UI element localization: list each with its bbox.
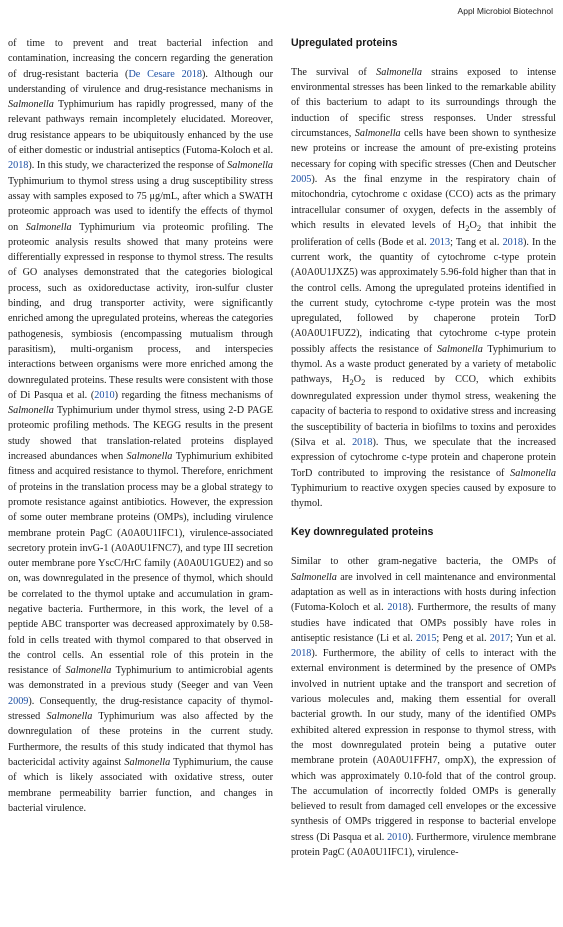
italic-term: Salmonella xyxy=(291,571,337,583)
italic-term: Salmonella xyxy=(8,99,54,111)
citation-link[interactable]: 2018 xyxy=(352,436,373,448)
right-column xyxy=(291,36,556,860)
section-heading-downregulated: Key downregulated proteins xyxy=(291,526,434,539)
running-head: Appl Microbiol Biotechnol xyxy=(457,6,553,16)
citation-link[interactable]: 2010 xyxy=(94,389,115,401)
subscript: 2 xyxy=(476,222,482,233)
citation-link[interactable]: 2009 xyxy=(8,695,29,707)
left-paragraph: of time to prevent and treat bacterial infection and contamination, increasing the concern regarding the generation of drug-resistant bacteria (De Cesare 2018). Although our understanding of virulence and drug-resistance mechanisms in Salmonella Typhimurium has rapidly progressed, many of the relevant pathways remain incompletely elucidated. Moreover, drug resistance appears to be ubiquitously enhanced by the use of either domestic or industrial antiseptics (Futoma-Koloch et al. 2018). In this study, we characterized the response of Salmonella Typhimurium to thymol stress using a drug susceptibility stress assay with samples exposed to 75 μg/mL, after which a SWATH proteomic approach was used to identify the effects of thymol on Salmonella Typhimurium via proteomic profiling. The proteomic analysis results showed that many proteins were differentially expressed in response to thymol stress. The results of GO analyses demonstrated that the categories biological process, such as oxidoreductase activity, iron-sulfur cluster binding, and drug transporter activity, were significantly enriched among the upregulated proteins, whereas the categories pathogenesis, symbiosis (encompassing mutualism through parasitism), multi-organism process, and interspecies interactions between organisms were more enriched among the downregulated proteins. These results were consistent with those of Di Pasqua et al. (2010) regarding the fitness mechanisms of Salmonella Typhimurium under thymol stress, using 2-D PAGE proteomic profiling methods. The KEGG results in the present study showed that translation-related proteins displayed increased abundances when Salmonella Typhimurium exhibited fitness and acquired resistance to thymol. Therefore, enrichment of proteins in the translation process may be a global strategy to promote resistance against antibiotics. However, the expression of some outer membrane proteins (OMPs), including virulence membrane protein PagC (A0A0U1IFC1), virulence-associated secretory protein invG-1 (A0A0U1FNC7), and type III secretion outer membrane pore YscC/HrC family (A0A0U1GUE2) and so on, was downregulated in the presence of thymol, which should be correlated to the thymol uptake and accumulation in gram-negative bacteria. Furthermore, in this work, the level of a peptide ABC transporter was decreased approximately by 0.58-fold in cells treated with thymol compared to that observed in the control cells. An essential role of this protein in the resistance of Salmonella Typhimurium to antimicrobial agents was demonstrated in a previous study (Seeger and van Veen 2009). Consequently, the drug-resistance capacity of thymol-stressed Salmonella Typhimurium was also affected by the downregulation of these proteins in the current study. Furthermore, the results of this study indicated that thymol has bactericidal activity against Salmonella Typhimurium, the cause of which is likely associated with oxidative stress, outer membrane permeability barrier function, and changes in bacterial virulence. xyxy=(8,38,273,814)
subscript: 2 xyxy=(361,377,366,388)
citation-link[interactable]: 2010 xyxy=(387,831,408,843)
subscript: 2 xyxy=(465,222,470,233)
citation-link[interactable]: 2005 xyxy=(291,173,312,185)
italic-term: Salmonella xyxy=(510,467,556,479)
italic-term: Salmonella xyxy=(436,343,483,355)
subscript: 2 xyxy=(349,377,354,388)
italic-term: Salmonella xyxy=(126,451,173,463)
italic-term: Salmonella xyxy=(65,665,112,677)
citation-link[interactable]: De Cesare 2018 xyxy=(128,68,202,80)
citation-link[interactable]: 2018 xyxy=(387,602,408,614)
left-column xyxy=(8,36,273,816)
citation-link[interactable]: 2018 xyxy=(502,236,523,248)
italic-term: Salmonella xyxy=(46,711,93,723)
citation-link[interactable]: 2015 xyxy=(416,632,437,644)
italic-term: Salmonella xyxy=(354,128,401,140)
section-heading-upregulated: Upregulated proteins xyxy=(291,37,398,49)
citation-link[interactable]: 2018 xyxy=(8,160,29,172)
italic-term: Salmonella xyxy=(376,66,422,78)
citation-link[interactable]: 2017 xyxy=(489,632,511,644)
italic-term: Salmonella xyxy=(8,405,54,417)
italic-term: Salmonella xyxy=(124,756,171,768)
citation-link[interactable]: 2013 xyxy=(429,236,451,248)
italic-term: Salmonella xyxy=(25,221,72,233)
section-paragraph-upregulated: The survival of Salmonella strains exposed to intense environmental stresses has been linked to the remarkable ability of this bacterium to adapt to its surroundings through the induction of specific stress responses. Under stressful circumstances, Salmonella cells have been shown to synthesize new proteins or increase the amount of pre-existing proteins necessary for coping with specific stresses (Chen and Deutscher 2005). As the final enzyme in the respiratory chain of mitochondria, cytochrome c oxidase (CCO) acts as the primary intracellular consumer of oxygen, defects in the assembly of which results in elevated levels of $H_2O_2$ that inhibit the proliferation of cells (Bode et al. 2013; Tang et al. 2018). In the current work, the quantity of cytochrome c-type protein (A0A0U1JXZ5) was approximately 5.96-fold higher than that in the control cells. Among the upregulated proteins identified in the current study, cytochrome c-type protein was the most upregulated, followed by chaperone protein TorD (A0A0U1FUZ2), indicating that cytochrome c-type protein possibly affects the resistance of Salmonella Typhimurium to thymol. As a waste product generated by a variety of metabolic pathways, $H_2O_2$ is reduced by CCO, which exhibits downregulated expression under thymol stress, weakening the capacity of bacteria to respond to oxidative stress and increasing the susceptibility of bacteria in biofilms to toxins and peroxides (Silva et al. 2018). Thus, we speculate that the increased expression of cytochrome c-type protein and chaperone protein TorD contributed to improving the resistance of Salmonella Typhimurium to reactive oxygen species caused by exposure to thymol. xyxy=(291,66,557,510)
italic-term: Salmonella xyxy=(227,160,273,172)
section-paragraph-downregulated: Similar to other gram-negative bacteria, the OMPs of Salmonella are involved in cell maintenance and environmental adaptation as well as in interactions with hosts during infection (Futoma-Koloch et al. 2018). Furthermore, the results of many studies have indicated that OMPs possibly have roles in antiseptic resistance (Li et al. 2015; Peng et al. 2017; Yun et al. 2018). Furthermore, the ability of cells to interact with the external environment is determined by the presence of OMPs involved in nutrient uptake and the transport and secretion of various molecules and, making them essential for overall bacterial growth. In our study, many of the identified OMPs exhibited altered expression in response to thymol stress, with the most downregulated protein being a putative outer membrane protein (A0A0U1FFH7, ompX), the expression of which was approximately 0.10-fold that of the control group. The accumulation of incorrectly folded OMPs is generally believed to result from damaged cell envelopes or the excessive synthesis of OMPs triggered in response to bacterial envelope stress (Di Pasqua et al. 2010). Furthermore, virulence membrane protein PagC (A0A0U1IFC1), virulence- xyxy=(291,556,557,858)
citation-link[interactable]: 2018 xyxy=(291,648,312,660)
